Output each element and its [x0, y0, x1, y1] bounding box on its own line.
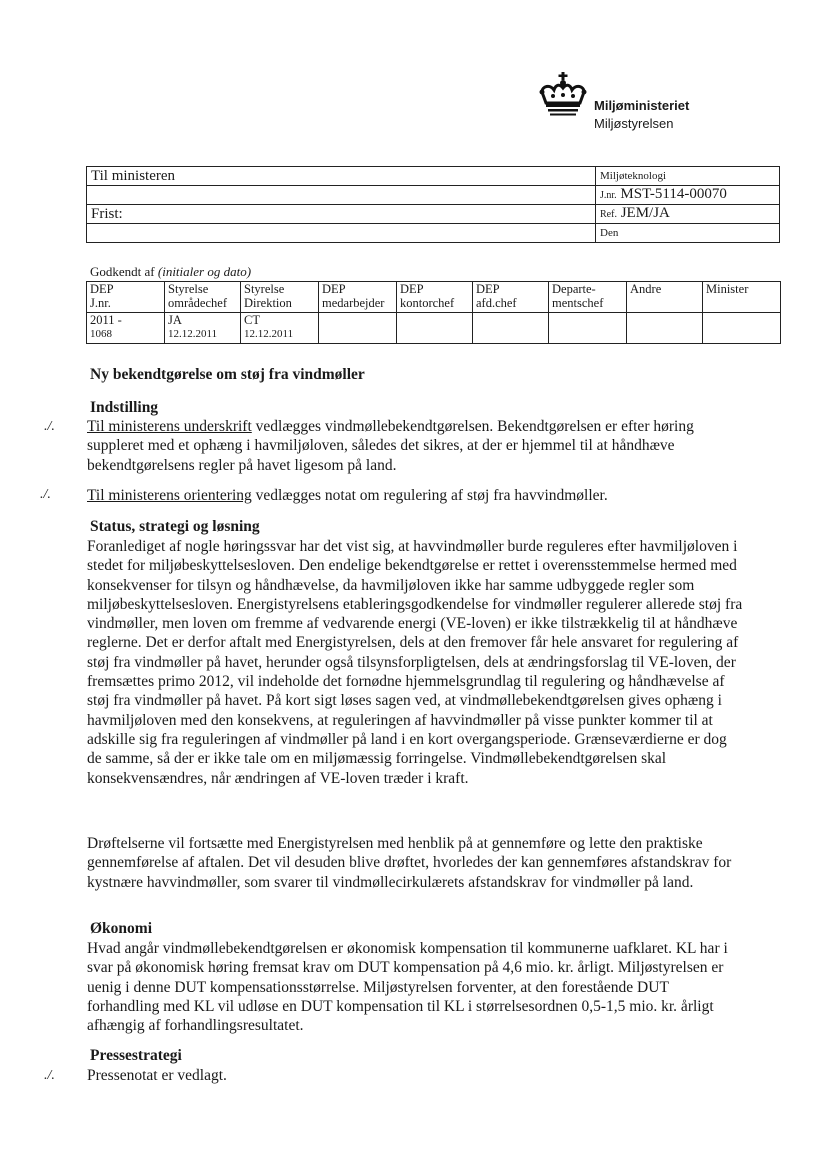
approval-value-cell — [397, 313, 473, 344]
approval-value-cell — [627, 313, 703, 344]
indstilling-paragraph-1: Til ministerens underskrift vedlægges vindmøllebekendtgørelsen. Bekendtgørelsen er efter høring suppleret med et ophæng i havmiljøloven, således det sikres, at der er hjemmel til at håndhæve bekendtgørelsens regler på havet ligesom på land. — [87, 418, 694, 474]
approval-value-line2: 12.12.2011 — [168, 328, 218, 340]
ref-prefix: Ref. — [600, 209, 617, 220]
approval-value-cell — [165, 313, 241, 344]
approval-header-line1: Minister — [706, 282, 749, 296]
approval-header-line1: Departe- — [552, 282, 596, 296]
section-heading-presse: Pressestrategi — [90, 1047, 182, 1064]
jnr-value: MST-5114-00070 — [620, 186, 727, 202]
ref-cell — [596, 205, 780, 224]
approval-header-cell — [165, 282, 241, 313]
approval-value-line1: CT — [244, 313, 260, 327]
approval-header-line1: DEP — [476, 282, 500, 296]
jnr-cell — [596, 186, 780, 205]
approval-header-cell — [241, 282, 319, 313]
section-heading-indstilling: Indstilling — [90, 399, 159, 416]
attachment-mark: ./. — [44, 1068, 55, 1083]
den-label: Den — [600, 227, 619, 239]
status-paragraph-1: Foranlediget af nogle høringssvar har det vist sig, at havvindmøller burde reguleres efter havmiljøloven i stedet for miljøbeskyttelsesloven. Den endelige bekendtgørelse er rettet i overensstemmelse hermed med konsekvenser for tilsyn og håndhævelse, da havmiljøloven ikke har samme udbyggede regler som miljøbeskyttelsesloven. Energistyrelsens etableringsgodkendelse for vindmøller regulerer allerede støj fra vindmøller, men loven om fremme af vedvarende energi (VE-loven) er ikke tilstrækkelig til at håndhæve reglerne. Det er derfor aftalt med Energistyrelsen, dels at den fremover får hele ansvaret for regulering af støj fra vindmøller på havet, herunder også tilsynsforpligtelsen, dels at ændringsforslag til VE-loven, der fremsættes primo 2012, vil indeholde det fornødne hjemmelsgrundlag til regulering og håndhævelse af støj fra vindmøller på havet. På kort sigt løses sagen ved, at vindmøllebekendtgørelsen gives ophæng i havmiljøloven med den konsekvens, at reguleringen af havvindmøller på visse punkter kommer til at adskille sig fra reguleringen af vindmøller på land i en kort overgangsperiode. Grænseværdierne er dog de samme, så der er ikke tale om en miljømæssig forringelse. Vindmøllebekendtgørelsen skal konsekvensændres, når ændringen af VE-loven træder i kraft. — [87, 538, 743, 787]
memo-header-table — [86, 166, 780, 243]
approval-header-line2: kontorchef — [400, 296, 455, 310]
approval-header-line2: J.nr. — [90, 296, 111, 310]
empty-cell — [87, 186, 596, 205]
approval-table — [86, 281, 781, 344]
approval-value-line2: 12.12.2011 — [244, 328, 294, 340]
approved-by-label: Godkendt af (initialer og dato) — [90, 264, 252, 279]
attachment-mark: ./. — [44, 419, 55, 434]
crown-logo-icon — [538, 70, 588, 116]
unit-cell — [596, 167, 780, 186]
section-heading-okonomi: Økonomi — [90, 920, 153, 937]
ref-value: JEM/JA — [620, 205, 670, 221]
deadline-cell: Frist: — [87, 205, 596, 224]
approval-header-cell — [473, 282, 549, 313]
approval-value-line1: 2011 - — [90, 313, 122, 327]
approval-header-cell — [627, 282, 703, 313]
approval-header-cell — [319, 282, 397, 313]
approval-header-line2: områdechef — [168, 296, 227, 310]
approval-header-cell — [549, 282, 627, 313]
approval-header-line2: medarbejder — [322, 296, 385, 310]
status-paragraph-2: Drøftelserne vil fortsætte med Energistyrelsen med henblik på at gennemføre og lette den praktiske gennemførelse af aftalen. Det vil desuden blive drøftet, hvorledes der kan gennemføres afstandskrav for kystnære havvindmøller, som svarer til vindmøllecirkulærets afstandskrav for vindmøller på land. — [87, 835, 732, 891]
approval-header-line1: DEP — [90, 282, 114, 296]
section-heading-status: Status, strategi og løsning — [90, 518, 260, 535]
approval-header-cell — [703, 282, 781, 313]
attachment-mark: ./. — [40, 487, 51, 502]
approval-header-line1: DEP — [400, 282, 424, 296]
approval-value-cell — [703, 313, 781, 344]
jnr-prefix: J.nr. — [600, 190, 617, 201]
indstilling-paragraph-2: Til ministerens orientering vedlægges notat om regulering af støj fra havvindmøller. — [87, 487, 608, 504]
approval-value-line1: JA — [168, 313, 182, 327]
approval-value-line2: 1068 — [90, 328, 112, 340]
approval-header-line2: Direktion — [244, 296, 292, 310]
org-subname: Miljøstyrelsen — [594, 116, 674, 131]
presse-paragraph: Pressenotat er vedlagt. — [87, 1067, 227, 1084]
den-cell — [596, 224, 780, 243]
approval-header-line2: afd.chef — [476, 296, 517, 310]
to-cell: Til ministeren — [87, 167, 596, 186]
approval-header-line1: Andre — [630, 282, 662, 296]
approval-header-line1: DEP — [322, 282, 346, 296]
approval-header-line2: mentschef — [552, 296, 604, 310]
approval-value-cell — [549, 313, 627, 344]
approval-value-cell — [319, 313, 397, 344]
unit-text: Miljøteknologi — [600, 170, 666, 182]
approval-header-cell — [87, 282, 165, 313]
approval-header-line1: Styrelse — [168, 282, 209, 296]
document-title: Ny bekendtgørelse om støj fra vindmøller — [90, 366, 365, 383]
approval-header-line1: Styrelse — [244, 282, 285, 296]
okonomi-paragraph: Hvad angår vindmøllebekendtgørelsen er økonomisk kompensation til kommunerne uafklaret. KL har i svar på økonomisk høring fremsat krav om DUT kompensation på 4,6 mio. kr. årligt. Miljøstyrelsen er uenig i denne DUT kompensationsstørrelse. Miljøstyrelsen forventer, at den forestående DUT forhandling med KL vil udløse en DUT kompensation til KL i størrelsesordnen 0,5-1,5 mio. kr. årligt afhængig af forhandlingsresultatet. — [87, 940, 728, 1035]
approval-header-cell — [397, 282, 473, 313]
approval-value-cell — [473, 313, 549, 344]
empty-cell — [87, 224, 596, 243]
org-name: Miljøministeriet — [594, 98, 690, 113]
approval-value-cell — [241, 313, 319, 344]
approval-value-cell — [87, 313, 165, 344]
